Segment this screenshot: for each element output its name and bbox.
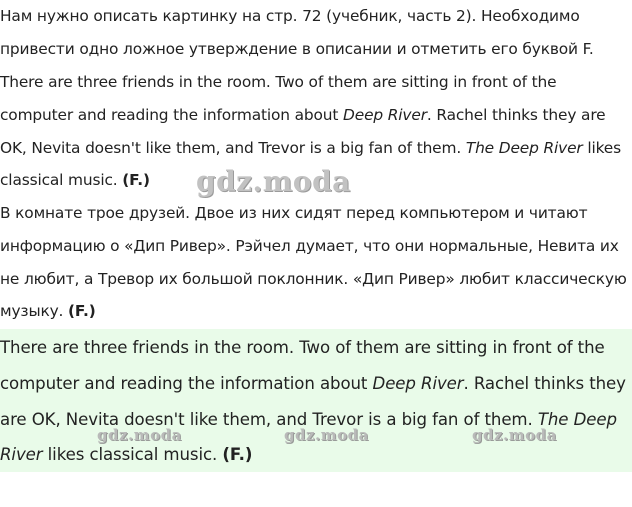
false-mark: (F.) — [122, 171, 150, 190]
answer-false-mark: (F.) — [222, 445, 253, 465]
english-band-full-name: The Deep River — [465, 138, 583, 157]
english-text-1: There are three friends in the room. Two of them are sitting in front of the computer and reading the information about — [0, 73, 557, 124]
answer-box — [0, 329, 632, 472]
watermark-logo: gdz.moda — [196, 165, 351, 198]
russian-false-mark: (F.) — [68, 302, 96, 321]
english-band-name: Deep River — [343, 105, 427, 124]
task-line-2: привести одно ложное утверждение в описании и отметить его буквой F. — [0, 39, 594, 58]
answer-band-name: Deep River — [372, 373, 464, 393]
watermark-logo: gdz.moda — [284, 426, 369, 444]
english-text-2: . Rachel thinks they are OK, Nevita doesn't like them, and Trevor is a big fan of them. — [0, 105, 606, 157]
watermark-logo: gdz.moda — [472, 426, 557, 444]
answer-text-1: There are three friends in the room. Two of them are sitting in front of the computer and reading the information about — [0, 338, 605, 393]
answer-text-3: likes classical music. — [42, 445, 223, 465]
watermark-logo: gdz.moda — [97, 426, 182, 444]
english-text-3: likes classical music. — [0, 138, 621, 190]
english-description — [0, 66, 632, 197]
answer-band-full-name: The Deep River — [0, 409, 617, 465]
answer-text-2: . Rachel thinks they are OK, Nevita doesn't like them, and Trevor is a big fan of them. — [0, 373, 626, 429]
russian-translation — [0, 197, 632, 328]
task-line-1: Нам нужно описать картинку на стр. 72 (учебник, часть 2). Необходимо — [0, 7, 580, 25]
task-description — [0, 0, 632, 66]
russian-text: В комнате трое друзей. Двое из них сидят перед компьютером и читают информацию о «Дип Ривер». Рэйчел думает, что они нормальные, Невита их не любит, а Тревор их большой поклонник. «Дип Ривер» любит классическую музыку. — [0, 204, 627, 321]
answer-text — [0, 330, 632, 473]
